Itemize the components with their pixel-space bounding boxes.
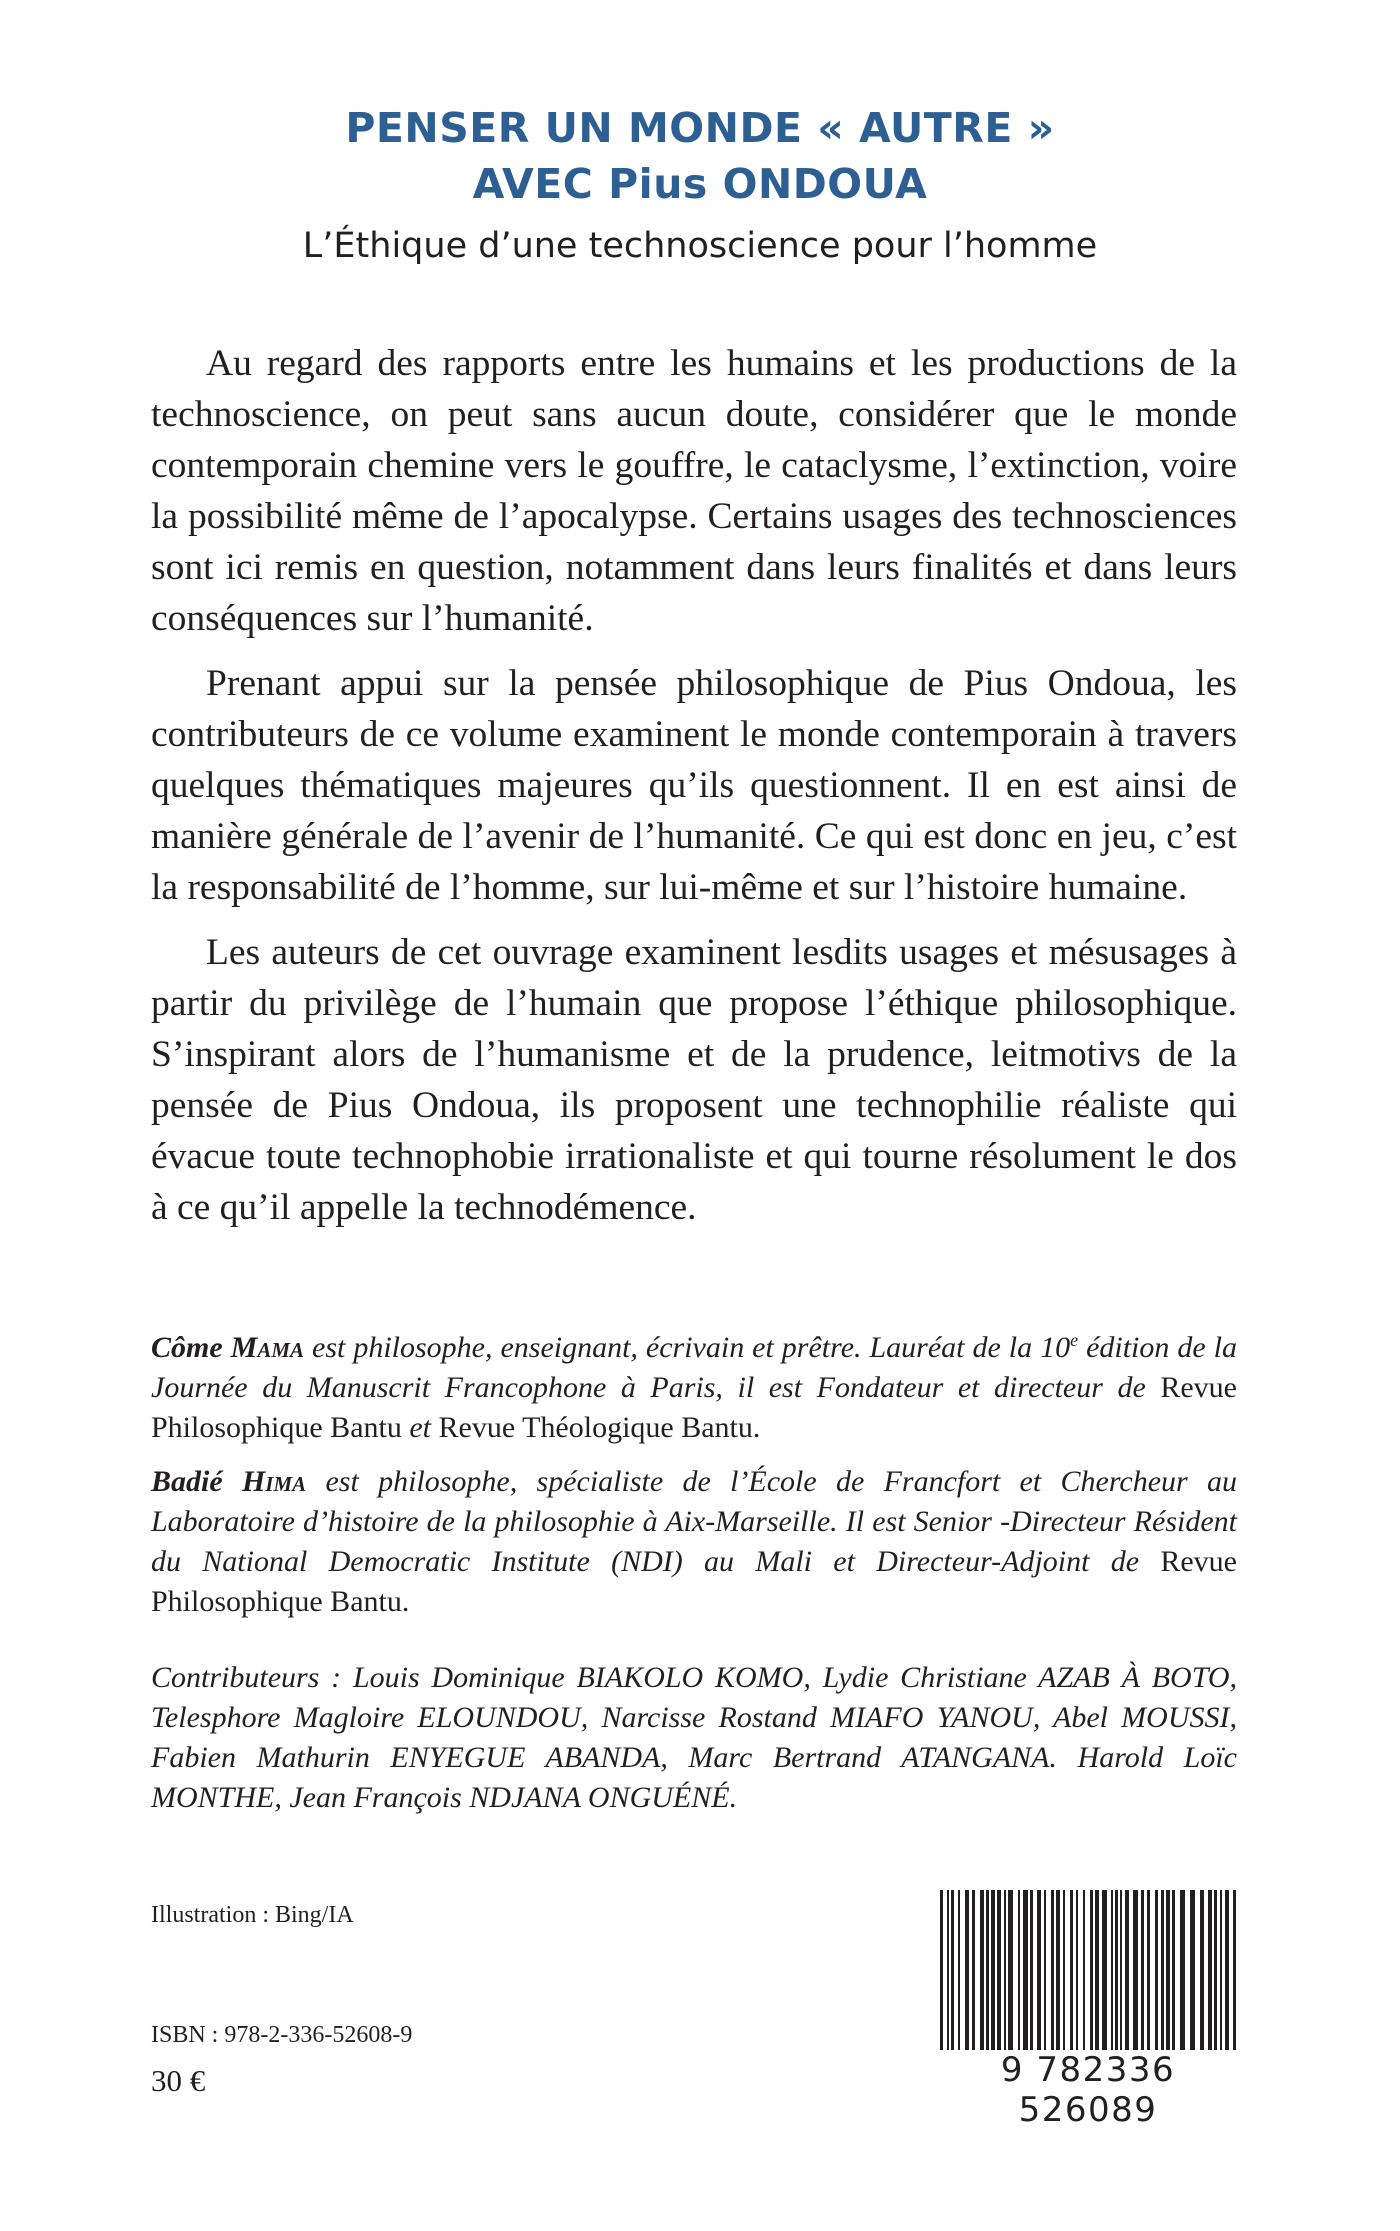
barcode-bar [1133,1890,1138,2055]
barcode-bar [965,1890,969,2055]
barcode-bar [947,1890,949,2055]
barcode-bar [1208,1890,1212,2055]
barcode-bar [1111,1890,1113,2055]
barcode-bar [1030,1890,1033,2055]
barcode-bar [1076,1890,1078,2055]
barcode-bar [1018,1890,1020,2055]
barcode-bar [1220,1890,1222,2055]
barcode-bar [980,1890,984,2055]
barcode-bar [1147,1890,1150,2055]
barcode-bar [1141,1890,1144,2055]
barcode-bar [1090,1890,1093,2055]
isbn: ISBN : 978-2-336-52608-9 [151,2022,413,2048]
barcode-bar [1115,1890,1118,2055]
subtitle: L’Éthique d’une technoscience pour l’homme [302,226,1098,266]
summary-text [151,338,1237,1247]
barcode-bar [1172,1890,1175,2055]
author-name-hima: Badié Hima [151,1465,307,1498]
barcode-bar [991,1890,995,2055]
barcode-bar [1051,1890,1054,2055]
author-name-mama: Côme Mama [151,1331,305,1364]
author-bio-hima: Badié Hima est philosophe, spécialiste de l’École de Francfort et Chercheur au Laboratoire d’histoire de la philosophie à Aix-Marseille. Il est Senior -Directeur Résident du National Democratic Institute (NDI) au Mali et Directeur-Adjoint de Revue Philosophique Bantu. [151,1465,1237,1618]
barcode-bar [1070,1890,1073,2055]
barcode-bar [1200,1890,1204,2055]
barcode-bar [951,1890,954,2055]
barcode-bar [1083,1890,1085,2055]
summary-paragraph-1: Au regard des rapports entre les humains et les productions de la technoscience, on peut sans aucun doute, considérer que le monde contemporain chemine vers le gouffre, le cataclysme, l’extinction, voire la possibilité même de l’apocalypse. Certains usages des technosciences sont ici remis en question, notamment dans leurs finalités et dans leurs conséquences sur l’humanité. [151,343,1237,639]
barcode-bar [972,1890,975,2055]
barcode-bar [1063,1890,1065,2055]
barcode-bar [1008,1890,1013,2055]
barcode [938,1890,1238,2130]
barcode-bar [958,1890,960,2055]
barcode-bar [1125,1890,1129,2055]
barcode-bar [1004,1890,1006,2055]
barcode-bar [940,1890,943,2055]
barcode-bar [1044,1890,1046,2055]
summary-paragraph-2: Prenant appui sur la pensée philosophique de Pius Ondoua, les contributeurs de ce volume examinent le monde contemporain à travers quelques thématiques majeures qu’ils questionnent. Il en est ainsi de manière générale de l’avenir de l’humanité. Ce qui est donc en jeu, c’est la responsabilité de l’homme, sur lui-même et sur l’histoire humaine. [151,663,1237,908]
price: 30 € [151,2063,206,2098]
barcode-bar [1225,1890,1229,2055]
barcode-bar [1214,1890,1217,2055]
summary-paragraph-3: Les auteurs de cet ouvrage examinent lesdits usages et mésusages à partir du privilège de l’humain que propose l’éthique philosophique. S’inspirant alors de l’humanisme et de la prudence, leitmotivs de la pensée de Pius Ondoua, ils proposent une technophilie réaliste qui évacue toute technophobie irrationaliste et qui tourne résolument le dos à ce qu’il appelle la technodémence. [151,932,1237,1228]
journal-title: Revue Théologique Bantu [438,1411,753,1444]
barcode-bar [1233,1890,1236,2055]
title-line-1: PENSER UN MONDE « AUTRE » [345,104,1055,152]
contributors-list: Contributeurs : Louis Dominique BIAKOLO KOMO, Lydie Christiane AZAB À BOTO, Telesphore Magloire ELOUNDOU, Narcisse Rostand MIAFO YANOU, Abel MOUSSI, Fabien Mathurin ENYEGUE ABANDA, Marc Bertrand ATANGANA. Harold Loïc MONTHE, Jean François NDJANA ONGUÉNÉ. [151,1661,1237,1814]
illustration-credit: Illustration : Bing/IA [151,1902,354,1928]
barcode-digits: 9 782336 526089 [938,2050,1238,2130]
barcode-bar [1037,1890,1041,2055]
barcode-bar [1190,1890,1195,2055]
barcode-bar [997,1890,1001,2055]
barcode-bar [1155,1890,1158,2055]
barcode-bar [1023,1890,1028,2055]
barcode-bar [1102,1890,1107,2055]
barcode-bar [1161,1890,1164,2055]
title-line-2: AVEC Pius ONDOUA [472,160,928,208]
barcode-bar [1056,1890,1060,2055]
barcode-bar [1180,1890,1185,2055]
barcode-bar [1120,1890,1122,2055]
barcode-bar [1166,1890,1170,2055]
journal-title: Revue Philosophique Bantu [151,1371,1237,1444]
barcode-bar [986,1890,989,2055]
barcode-bars [938,1890,1238,2055]
barcode-bar [1095,1890,1099,2055]
author-bio-mama: Côme Mama est philosophe, enseignant, écrivain et prêtre. Lauréat de la 10e édition de la Journée du Manuscrit Francophone à Paris, il est Fondateur et directeur de Revue Philosophique Bantu et Revue Théologique Bantu. [151,1330,1238,1444]
journal-title: Revue Philosophique Bantu [151,1545,1237,1618]
